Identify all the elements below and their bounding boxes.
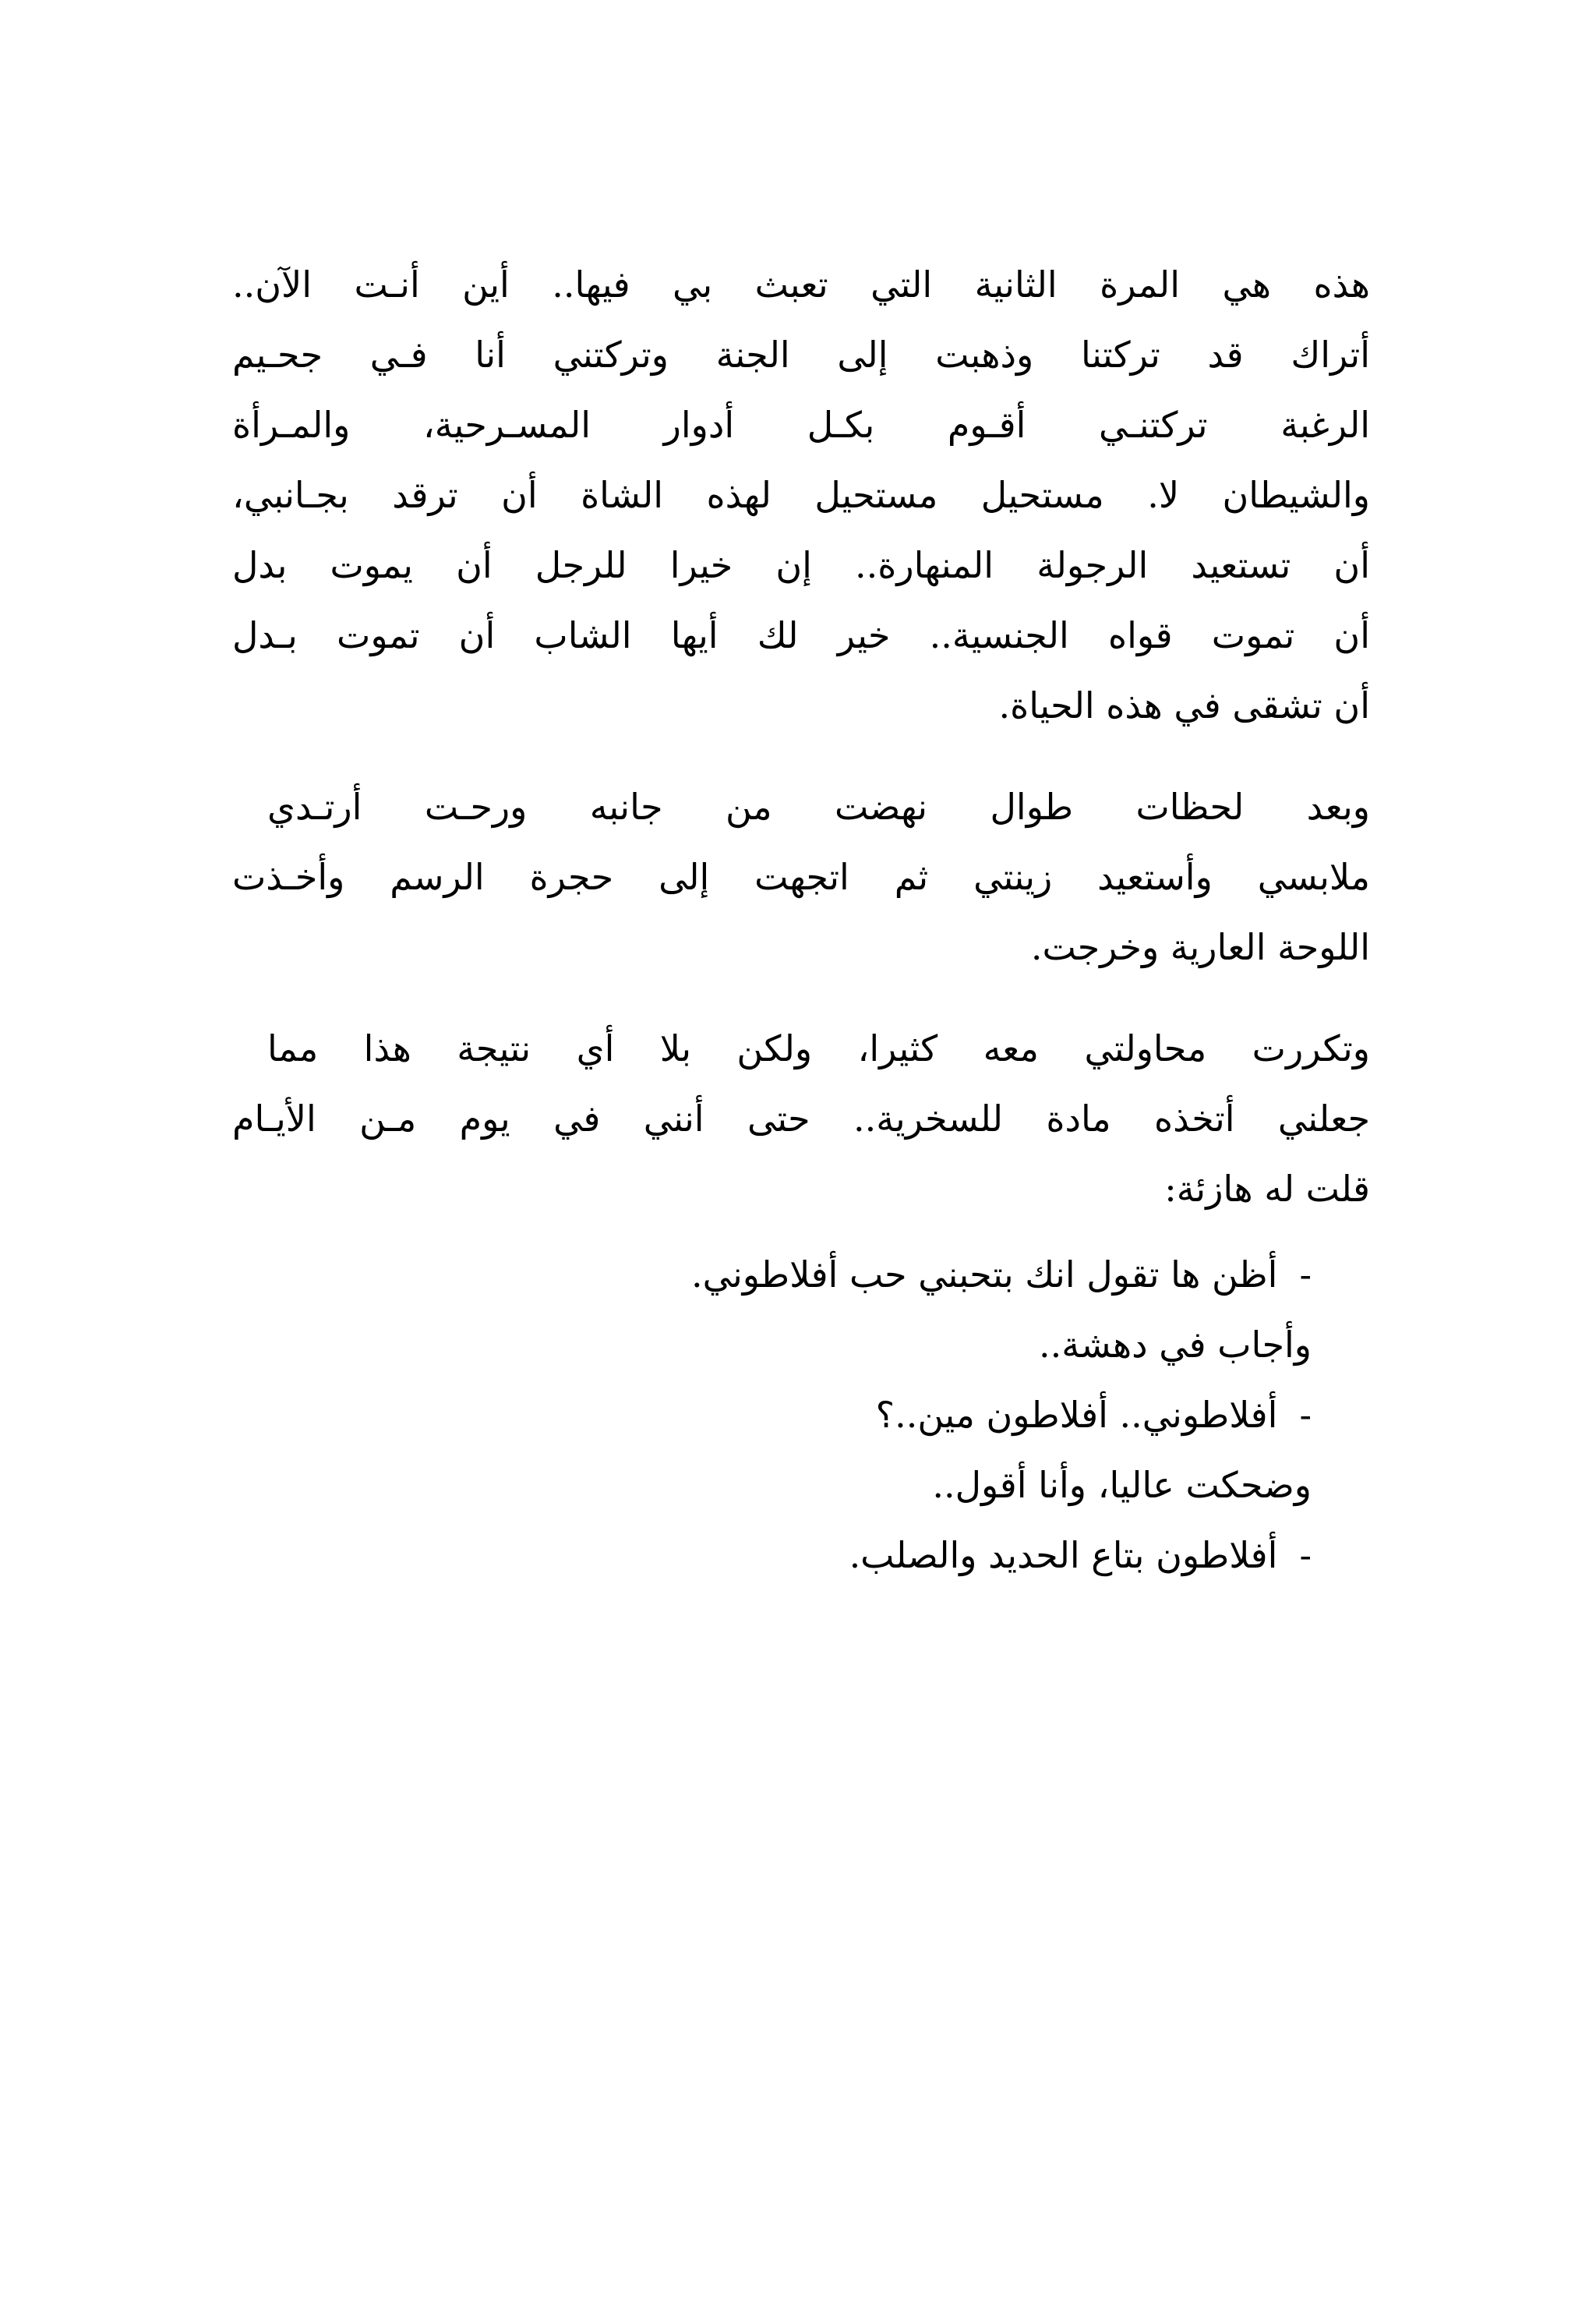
- paragraph-1-line-1: هذه هي المرة الثانية التي تعبث بي فيها.. أين أنـت الآن..: [232, 263, 1370, 306]
- narration-line-1: وأجاب في دهشة..: [1038, 1324, 1312, 1366]
- paragraph-3-line-2: جعلني أتخذه مادة للسخرية.. حتى أنني في يوم مـن الأيـام: [232, 1098, 1370, 1140]
- paragraph-3-line-1: وتكررت محاولتي معه كثيرا، ولكن بلا أي نتيجة هذا مما: [267, 1027, 1370, 1069]
- paragraph-2-line-3: اللوحة العارية وخرجت.: [1030, 926, 1370, 968]
- narration-line-2: وضحكت عاليا، وأنا أقول..: [932, 1464, 1312, 1506]
- dialogue-line-1: [691, 1251, 1312, 1298]
- dialogue-dash: -: [1299, 1394, 1312, 1436]
- dialogue-line-3: [849, 1532, 1312, 1579]
- paragraph-1-line-6: أن تموت قواه الجنسية.. خير لك أيها الشاب أن تموت بـدل: [232, 614, 1370, 656]
- dialogue-dash: -: [1299, 1534, 1312, 1576]
- paragraph-2-line-1: وبعد لحظات طوال نهضت من جانبه ورحـت أرتـدي: [267, 786, 1370, 828]
- dialogue-line-2: [876, 1391, 1312, 1438]
- paragraph-1-line-5: أن تستعيد الرجولة المنهارة.. إن خيرا للرجل أن يموت بدل: [232, 544, 1370, 586]
- paragraph-1-line-2: أتراك قد تركتنا وذهبت إلى الجنة وتركتني أنا فـي جحـيم: [232, 334, 1370, 376]
- dialogue-text: أفلاطوني.. أفلاطون مين..؟: [875, 1394, 1278, 1436]
- paragraph-2-line-2: ملابسي وأستعيد زينتي ثم اتجهت إلى حجرة الرسم وأخـذت: [232, 856, 1370, 898]
- paragraph-1-line-7: أن تشقى في هذه الحياة.: [998, 684, 1370, 726]
- paragraph-1-line-3: الرغبة تركتنـي أقـوم بكـل أدوار المسـرحية، والمـرأة: [232, 404, 1370, 446]
- dialogue-text: أفلاطون بتاع الحديد والصلب.: [849, 1534, 1278, 1576]
- paragraph-1-line-4: والشيطان لا. مستحيل مستحيل لهذه الشاة أن ترقد بجـانبي،: [232, 474, 1370, 516]
- paragraph-3-line-3: قلت له هازئة:: [1164, 1168, 1370, 1210]
- dialogue-dash: -: [1299, 1253, 1312, 1296]
- dialogue-text: أظن ها تقول انك بتحبني حب أفلاطوني.: [690, 1253, 1278, 1296]
